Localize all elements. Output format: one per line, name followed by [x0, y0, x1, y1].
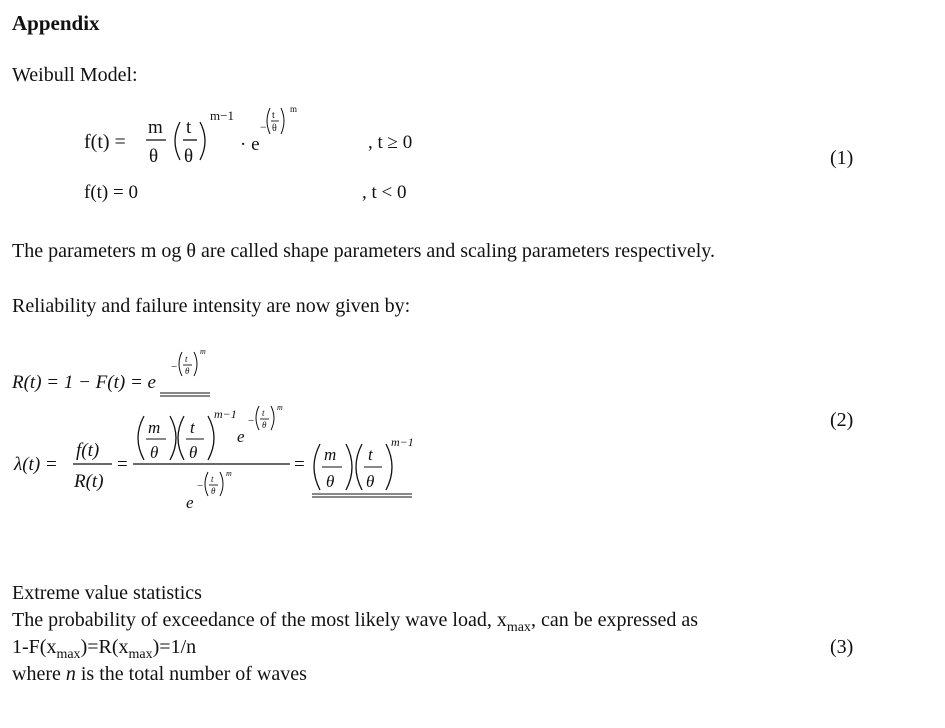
eq2-rt: R(t): [74, 471, 104, 492]
eq1-neg: −: [260, 120, 267, 134]
eq2-num-theta: θ: [150, 443, 159, 462]
eq2-num-neg: −: [248, 415, 255, 427]
parameters-paragraph: The parameters m og θ are called shape parameters and scaling parameters respectively.: [12, 240, 715, 262]
eq1-t: t: [186, 117, 192, 138]
equation-3: [12, 636, 196, 663]
eq3-part-b: )=R(x: [80, 636, 129, 658]
eq2-eq-2: =: [294, 454, 305, 475]
eq2-den-neg: −: [197, 480, 204, 492]
eq1-lhs: f(t) =: [84, 131, 126, 153]
eq2-number: (2): [830, 409, 854, 431]
eq2-rhs-exp: m−1: [391, 435, 414, 449]
eq2-den-e: e: [186, 493, 194, 512]
eq2-rhs-m: m: [324, 445, 337, 464]
eq1-dot-e: · e: [240, 134, 260, 155]
eq1-condition-2: , t < 0: [362, 182, 407, 203]
where-n: n: [65, 663, 76, 685]
eq2-r-theta: θ: [185, 366, 190, 376]
extreme-value-title: Extreme value statistics: [12, 582, 202, 604]
eq1-inner-m: m: [290, 104, 298, 114]
eq2-num-exp: m−1: [214, 407, 237, 421]
eq2-rhs-t: t: [368, 445, 373, 464]
exceedance-text-pre: The probability of exceedance of the most likely wave load, x: [12, 609, 507, 631]
eq2-eq-1: =: [117, 454, 128, 475]
eq3-part-c: )=1/n: [152, 636, 197, 658]
eq1-condition-1: , t ≥ 0: [368, 132, 413, 153]
eq2-den-inner-theta: θ: [211, 486, 216, 496]
exceedance-paragraph: [12, 609, 698, 636]
eq2-num-m: m: [148, 418, 161, 437]
eq2-num-inner-theta: θ: [262, 420, 267, 430]
weibull-model-label: Weibull Model:: [12, 64, 138, 86]
where-post: is the total number of waves: [75, 663, 307, 685]
eq1-number: (1): [830, 147, 854, 169]
exceedance-sub: max: [506, 620, 531, 635]
eq1-theta-2: θ: [184, 146, 194, 167]
eq1-exponent: m−1: [210, 108, 234, 123]
eq1-inner-theta: θ: [272, 123, 277, 134]
eq2-num-theta-2: θ: [189, 443, 198, 462]
eq2-den-inner-m: m: [226, 469, 232, 478]
eq1-m: m: [148, 117, 163, 138]
reliability-paragraph: Reliability and failure intensity are now given by:: [12, 295, 411, 317]
eq2-rhs-theta: θ: [326, 472, 335, 491]
eq2-r-m: m: [200, 347, 206, 356]
eq2-num-t: t: [190, 418, 195, 437]
equation-2: [0, 340, 945, 525]
eq2-rhs-theta-2: θ: [366, 472, 375, 491]
eq2-r-lhs: R(t) = 1 − F(t) = e: [12, 372, 156, 393]
eq2-num-inner-m: m: [277, 403, 283, 412]
exceedance-text-post: , can be expressed as: [530, 609, 699, 631]
where-pre: where: [12, 663, 66, 685]
eq3-sub-2: max: [128, 647, 153, 662]
eq3-sub-1: max: [56, 647, 81, 662]
eq1-inner-t: t: [272, 110, 275, 121]
eq3-part-a: 1-F(x: [12, 636, 57, 658]
eq1-line2: f(t) = 0: [84, 182, 138, 203]
eq2-r-neg: −: [171, 361, 178, 373]
where-paragraph: [12, 663, 307, 686]
page-title: Appendix: [12, 11, 100, 35]
eq2-num-inner-t: t: [262, 408, 265, 418]
eq2-den-inner-t: t: [211, 474, 214, 484]
eq2-ft: f(t): [76, 440, 100, 461]
eq2-num-e: e: [237, 427, 245, 446]
eq1-theta: θ: [149, 146, 159, 167]
equation-1: [0, 98, 945, 218]
eq3-number: (3): [830, 636, 854, 658]
eq2-r-t: t: [185, 354, 188, 364]
eq2-lambda: λ(t) =: [14, 454, 58, 475]
